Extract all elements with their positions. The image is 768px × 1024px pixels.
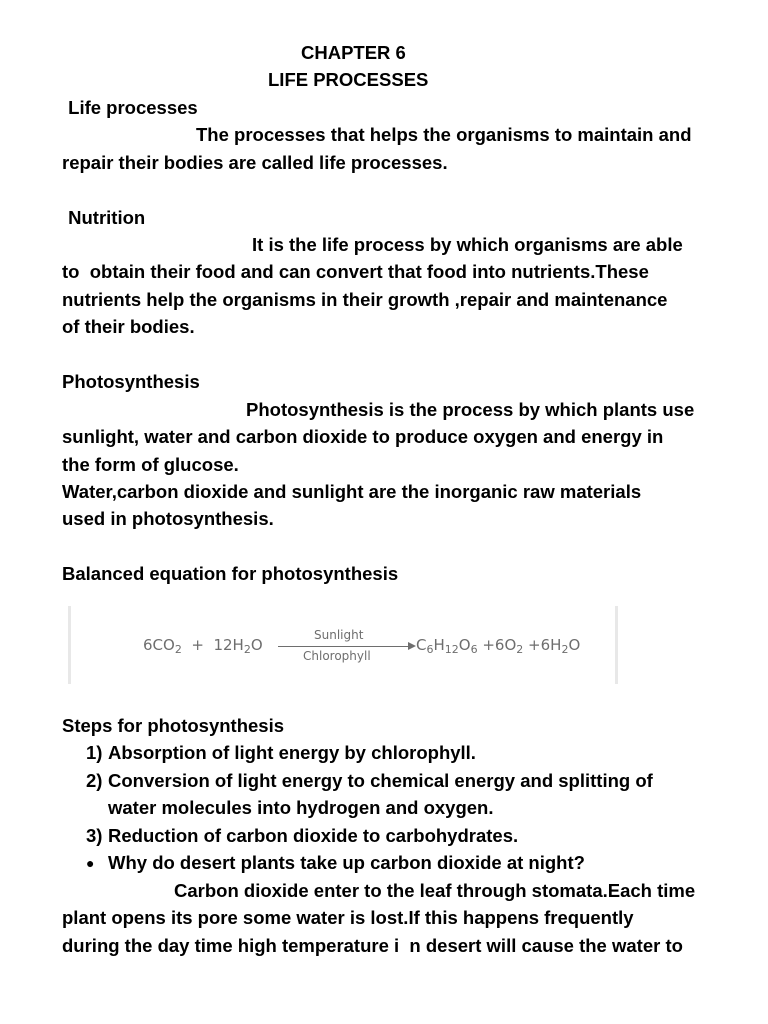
bullet-marker: ●	[86, 855, 95, 871]
step-1-marker: 1)	[86, 742, 103, 763]
photosynthesis-line-3: the form of glucose.	[62, 454, 239, 475]
equation-arrow-line	[278, 646, 410, 647]
step-3-text: Reduction of carbon dioxide to carbohydrates.	[108, 825, 519, 846]
chapter-title: LIFE PROCESSES	[268, 69, 429, 90]
step-2-text-line-1: Conversion of light energy to chemical energy and splitting of	[108, 770, 653, 791]
equation-reactants: $6CO_2 + 12H_2O$	[143, 636, 263, 656]
step-2-marker: 2)	[86, 770, 103, 791]
nutrition-line-4: of their bodies.	[62, 316, 195, 337]
equation-image	[68, 606, 618, 684]
photosynthesis-line-2: sunlight, water and carbon dioxide to produce oxygen and energy in	[62, 426, 664, 447]
nutrition-line-3: nutrients help the organisms in their growth ,repair and maintenance	[62, 289, 668, 310]
answer-line-1: Carbon dioxide enter to the leaf through stomata.Each time	[174, 880, 696, 901]
answer-line-3: during the day time high temperature i n desert will cause the water to	[62, 935, 683, 956]
bullet-question: Why do desert plants take up carbon dioxide at night?	[108, 852, 585, 873]
nutrition-heading: Nutrition	[63, 207, 146, 228]
step-3-marker: 3)	[86, 825, 103, 846]
steps-heading: Steps for photosynthesis	[62, 715, 285, 736]
life-processes-heading: Life processes	[63, 97, 198, 118]
photosynthesis-line-4: Water,carbon dioxide and sunlight are the inorganic raw materials	[62, 481, 642, 502]
equation-condition-top: Sunlight	[314, 628, 364, 642]
life-processes-line-1: The processes that helps the organisms to maintain and	[196, 124, 692, 145]
step-2-text-line-2: water molecules into hydrogen and oxygen.	[108, 797, 494, 818]
step-1-text: Absorption of light energy by chlorophyll.	[108, 742, 476, 763]
life-processes-line-2: repair their bodies are called life processes.	[62, 152, 448, 173]
nutrition-line-2: to obtain their food and can convert that food into nutrients.These	[62, 261, 649, 282]
photosynthesis-line-1: Photosynthesis is the process by which plants use	[246, 399, 695, 420]
equation-products: $C_6H_{12}O_6 +6O_2 +6H_2O$	[416, 636, 581, 656]
chapter-number: CHAPTER 6	[301, 42, 406, 63]
equation-arrow-head	[408, 642, 416, 650]
nutrition-line-1: It is the life process by which organisms are able	[252, 234, 683, 255]
photosynthesis-line-5: used in photosynthesis.	[62, 508, 274, 529]
answer-line-2: plant opens its pore some water is lost.If this happens frequently	[62, 907, 634, 928]
equation-heading: Balanced equation for photosynthesis	[62, 563, 399, 584]
photosynthesis-heading: Photosynthesis	[62, 371, 200, 392]
equation-condition-bottom: Chlorophyll	[303, 649, 371, 663]
